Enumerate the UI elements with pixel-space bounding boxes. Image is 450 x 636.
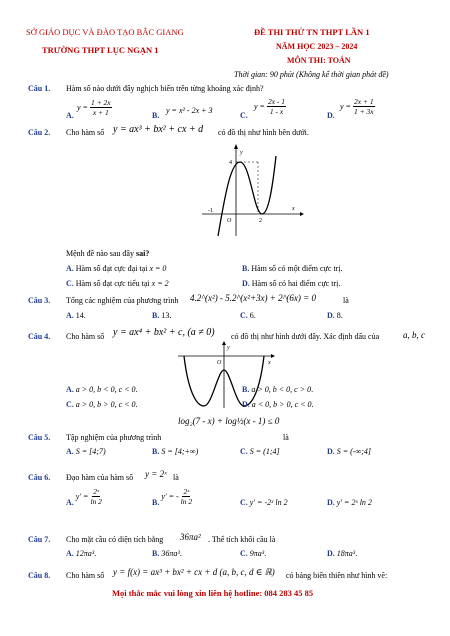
- q6-formula: y = 2ˣ: [145, 469, 167, 479]
- q2-label: Câu 2.: [28, 128, 51, 137]
- q3-post: là: [343, 296, 349, 305]
- q6-a-lhs: y' =: [75, 492, 89, 501]
- q2-curve: [218, 156, 276, 236]
- q4-d-letter: D.: [242, 400, 250, 409]
- q1-c-lhs: y =: [254, 102, 265, 111]
- q6-b-num: 2ˣ: [183, 487, 190, 496]
- q4-a-text: a > 0, b < 0, c < 0: [75, 385, 136, 394]
- q3-c-letter: C.: [240, 311, 248, 320]
- school-year: NĂM HỌC 2023 – 2024: [276, 42, 358, 51]
- q4-d-text: a < 0, b > 0, c < 0: [251, 400, 312, 409]
- q6-a-letter: A.: [66, 498, 74, 507]
- q3-formula: 4.2^(x²) - 5.2^(x²+3x) + 2^(6x) = 0: [190, 293, 316, 303]
- q1-a-fraction: [90, 98, 112, 117]
- q6-option-b: [152, 486, 192, 507]
- q2-c-text: Hàm số đạt cực tiểu tại: [75, 279, 150, 288]
- q1-option-c-letter: C.: [240, 111, 248, 120]
- q1-a-lhs: y =: [77, 103, 88, 112]
- q2-cubic-graph: [196, 142, 306, 238]
- q4-b-text: a > 0, b < 0, c > 0: [251, 385, 312, 394]
- q2-y-label: y: [240, 150, 243, 156]
- q7-d-letter: D.: [327, 549, 335, 558]
- q7-d-text: 18πa³: [336, 549, 356, 558]
- q5-formula: log₂(7 - x) + log½(x - 1) ≤ 0: [178, 416, 280, 426]
- q1-option-d-letter: D.: [327, 111, 335, 120]
- q1-option-b-letter: B.: [152, 111, 160, 120]
- q3-option-d: D. 8.: [327, 311, 343, 320]
- q3-b-letter: B.: [152, 311, 160, 320]
- q8-formula: y = f(x) = ax³ + bx² + cx + d (a, b, c, d ∈ ℝ): [113, 567, 275, 577]
- q7-b-letter: B.: [152, 549, 160, 558]
- q5-c-letter: C.: [240, 447, 248, 456]
- q7-a-text: 12πa³: [75, 549, 95, 558]
- q1-d-num: 2x + 1: [353, 97, 374, 106]
- q7-b-text: 36πa³: [161, 549, 180, 558]
- q2-post: có đồ thị như hình bên dưới.: [218, 128, 309, 137]
- q7-pre: Cho mặt cầu có diện tích bằng: [66, 535, 164, 544]
- q1-c-den: 1 - x: [269, 107, 284, 116]
- q4-y-label: y: [227, 345, 230, 351]
- q2-prompt: [66, 249, 149, 258]
- q4-c-letter: C.: [66, 400, 74, 409]
- q4-post: có đồ thị như hình dưới đây. Xác định dấu của: [231, 332, 380, 341]
- q6-option-a: [66, 486, 102, 507]
- q2-c-letter: C.: [66, 279, 74, 288]
- q5-b-letter: B.: [152, 447, 160, 456]
- q6-c-text: y' = -2ˣ ln 2: [249, 498, 288, 507]
- dept-name: SỞ GIÁO DỤC VÀ ĐÀO TẠO BẮC GIANG: [26, 27, 184, 37]
- q7-option-c: C. 9πa³.: [240, 549, 267, 558]
- q2-d-letter: D.: [242, 279, 250, 288]
- q1-c-num: 2x - 1: [267, 97, 286, 106]
- q4-formula: y = ax⁴ + bx² + c, (a ≠ 0): [113, 327, 215, 338]
- q6-option-d: [327, 498, 372, 507]
- q5-a-letter: A.: [66, 447, 74, 456]
- subject: MÔN THI: TOÁN: [287, 56, 351, 65]
- q1-option-d: [340, 97, 375, 116]
- q4-option-a: A. a > 0, b < 0, c < 0.: [66, 385, 138, 394]
- q7-label: Câu 7.: [28, 535, 51, 544]
- q2-option-b: [242, 264, 343, 273]
- q2-x-label: x: [292, 206, 295, 212]
- q1-c-fraction: [267, 97, 286, 116]
- q4-pre: Cho hàm số: [66, 332, 105, 341]
- q5-option-c: [240, 447, 280, 456]
- q2-tick-2: 2: [259, 218, 262, 224]
- q7-c-letter: C.: [240, 549, 248, 558]
- q1-d-lhs: y =: [340, 102, 351, 111]
- q4-origin-label: O: [217, 360, 222, 366]
- q2-pre: Cho hàm số: [66, 128, 105, 137]
- q2-b-text: Hàm số có một điểm cực trị.: [251, 264, 343, 273]
- q1-d-fraction: [353, 97, 375, 116]
- q6-b-letter: B.: [152, 498, 160, 507]
- q2-option-d: [242, 279, 340, 288]
- q4-a-letter: A.: [66, 385, 74, 394]
- q6-a-num: 2ˣ: [93, 487, 100, 496]
- hotline-footer: Mọi thắc mắc vui lòng xin liên hệ hotline: 084 283 45 85: [112, 588, 314, 598]
- q2-a-math: x = 0: [149, 264, 167, 273]
- q2-prompt-bold: sai?: [135, 249, 150, 258]
- q4-x-label: x: [268, 360, 271, 366]
- q1-option-a: [77, 98, 112, 117]
- q5-a-text: S = [4;7): [75, 447, 106, 456]
- q2-tick-minus1: -1: [208, 208, 213, 214]
- q2-tick-4: 4: [229, 160, 232, 166]
- q1-text: Hàm số nào dưới đây nghịch biến trên từng khoảng xác định?: [66, 84, 264, 93]
- q5-c-text: S = (1;4]: [249, 447, 280, 456]
- q5-option-a: [66, 447, 106, 456]
- q4-x-arrow: [271, 354, 275, 358]
- q4-post-math: a, b, c: [403, 330, 425, 340]
- q6-a-fraction: [90, 487, 101, 506]
- q1-a-den: x + 1: [92, 108, 109, 117]
- q3-d-text: 8: [336, 311, 341, 320]
- q8-post: có bảng biến thiên như hình vẽ:: [286, 571, 388, 580]
- q3-label: Câu 3.: [28, 296, 51, 305]
- q4-option-b: B. a > 0, b < 0, c > 0.: [242, 385, 314, 394]
- q3-option-c: C. 6.: [240, 311, 256, 320]
- q6-post: là: [173, 473, 179, 482]
- q1-a-num: 1 + 2x: [90, 98, 111, 107]
- q2-option-c: [66, 279, 169, 288]
- q5-option-b: [152, 447, 198, 456]
- q6-pre: Đạo hàm của hàm số: [66, 473, 134, 482]
- q3-d-letter: D.: [327, 311, 335, 320]
- q2-x-arrow: [300, 212, 304, 216]
- exam-title: ĐỀ THI THỬ TN THPT LẦN 1: [254, 27, 370, 37]
- exam-time: Thời gian: 90 phút (Không kể thời gian phát đề): [234, 70, 389, 79]
- q3-a-text: 14: [75, 311, 84, 320]
- q3-option-b: B. 13.: [152, 311, 172, 320]
- q2-formula: y = ax³ + bx² + cx + d: [113, 124, 204, 135]
- q1-option-a-letter: A.: [66, 111, 74, 120]
- q5-pre: Tập nghiệm của phương trình: [66, 433, 162, 442]
- q7-formula: 36πa²: [180, 532, 201, 542]
- q4-option-c: C. a > 0, b > 0, c < 0.: [66, 400, 138, 409]
- q2-prompt-text: Mệnh đề nào sau đây: [66, 249, 134, 258]
- q5-post: là: [283, 433, 289, 442]
- q2-y-arrow: [234, 144, 238, 149]
- q1-d-den: 1 + 3x: [353, 107, 374, 116]
- q7-c-text: 9πa³: [249, 549, 265, 558]
- q2-c-math: x = 2: [151, 279, 169, 288]
- q7-option-a: A. 12πa³.: [66, 549, 97, 558]
- q5-b-text: S = [4;+∞): [161, 447, 199, 456]
- q3-pre: Tổng các nghiệm của phương trình: [66, 296, 179, 305]
- q6-d-letter: D.: [327, 498, 335, 507]
- q7-post: . Thể tích khối cầu là: [208, 535, 276, 544]
- q3-option-a: A. 14.: [66, 311, 86, 320]
- q6-label: Câu 6.: [28, 473, 51, 482]
- q3-a-letter: A.: [66, 311, 74, 320]
- q3-b-text: 13: [161, 311, 170, 320]
- q4-label: Câu 4.: [28, 332, 51, 341]
- q8-pre: Cho hàm số: [66, 571, 105, 580]
- q5-option-d: [327, 447, 371, 456]
- q4-option-d: D. a < 0, b > 0, c < 0.: [242, 400, 314, 409]
- q7-a-letter: A.: [66, 549, 74, 558]
- q3-c-text: 6: [249, 311, 254, 320]
- q2-a-letter: A.: [66, 264, 74, 273]
- q6-b-den: ln 2: [180, 497, 193, 506]
- q4-b-letter: B.: [242, 385, 250, 394]
- q1-option-c: [254, 97, 286, 116]
- q4-c-text: a > 0, b > 0, c < 0: [75, 400, 136, 409]
- q6-b-fraction: [181, 487, 192, 506]
- school-name: TRƯỜNG THPT LỤC NGẠN 1: [42, 45, 159, 55]
- q2-b-letter: B.: [242, 264, 250, 273]
- q6-option-c: [240, 498, 288, 507]
- q8-label: Câu 8.: [28, 571, 51, 580]
- q1-label: Câu 1.: [28, 84, 51, 93]
- q6-c-letter: C.: [240, 498, 248, 507]
- q7-option-b: B. 36πa³.: [152, 549, 182, 558]
- q5-d-text: S = (-∞;4]: [336, 447, 371, 456]
- q7-option-d: D. 18πa³.: [327, 549, 358, 558]
- q5-d-letter: D.: [327, 447, 335, 456]
- q6-a-den: ln 2: [90, 497, 102, 506]
- q6-d-text: y' = 2ˣ ln 2: [336, 498, 372, 507]
- q2-origin-label: O: [227, 218, 232, 224]
- q2-d-text: Hàm số có hai điểm cực trị.: [251, 279, 341, 288]
- q5-label: Câu 5.: [28, 433, 51, 442]
- q4-y-arrow: [222, 341, 226, 345]
- q1-option-b: y = x² - 2x + 3: [166, 106, 213, 115]
- q6-b-lhs: y' = -: [161, 492, 179, 501]
- q2-option-a: [66, 264, 166, 273]
- q2-a-text: Hàm số đạt cực đại tại: [75, 264, 148, 273]
